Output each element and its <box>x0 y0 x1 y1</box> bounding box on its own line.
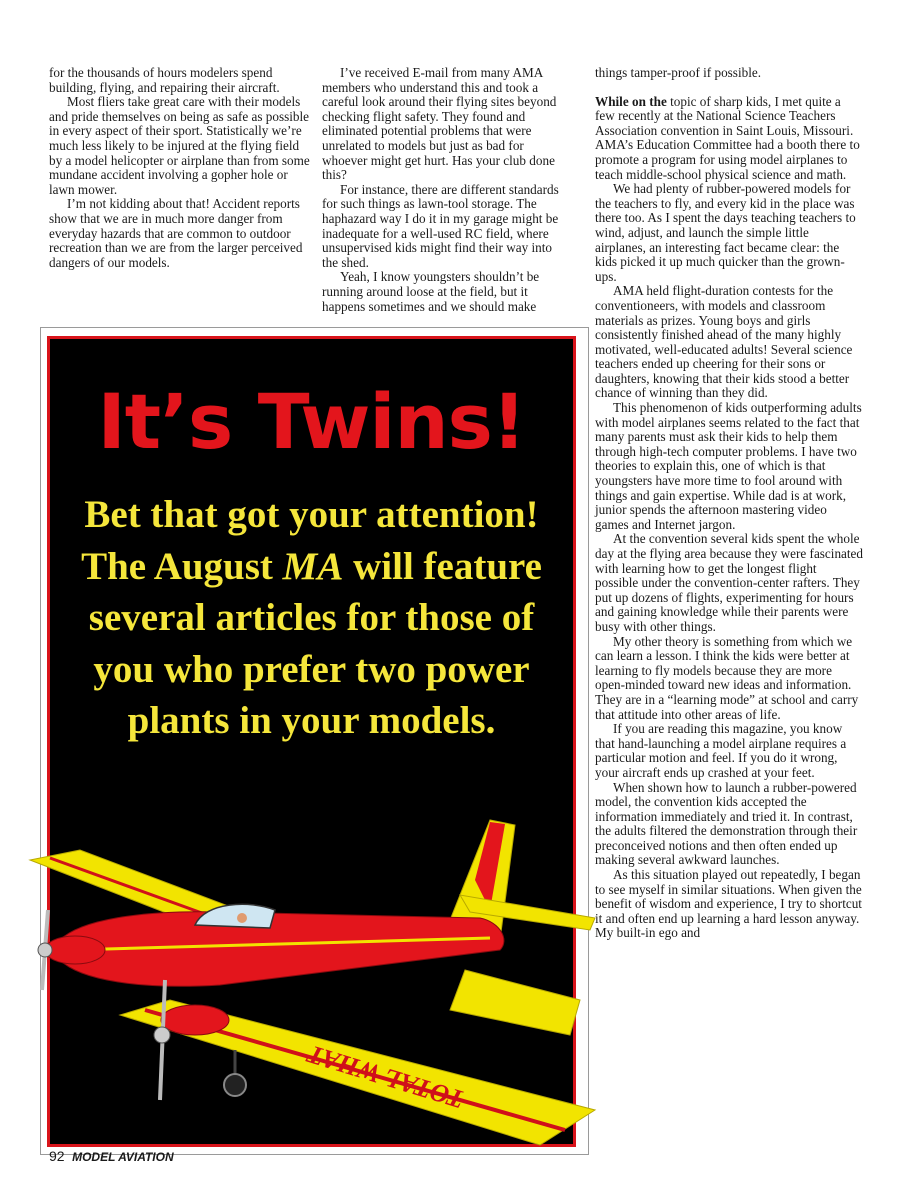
propeller-icon <box>154 980 170 1100</box>
page-footer <box>49 1148 174 1166</box>
article-column-1 <box>49 66 311 270</box>
paragraph-with-runin <box>595 95 863 183</box>
magazine-abbrev: MA <box>282 544 344 588</box>
magazine-name: MODEL AVIATION <box>72 1150 174 1164</box>
propeller-icon <box>38 910 52 990</box>
paragraph: AMA held flight-duration contests for the conventioneers, with models and classroom materials as prizes. Young boys and girls consistently finished ahead of the many highly motivated, well-educated adults! Several science teachers ended up cheering for their sons or daughters, knowing that their kids stood a better chance of winning than they did. <box>595 283 853 401</box>
paragraph: I’ve received E-mail from many AMA members who understand this and took a careful look around their flying sites beyond checking flight safety. They found and eliminated potential problems that were unrelated to models but just as bad for whoever might get hurt. Has your club done this? <box>322 65 557 183</box>
article-column-3 <box>595 66 863 941</box>
paragraph: For instance, there are different standards for such things as lawn-tool storage. The haphazard way I do it in my garage might be inadequate for a well-used RC field, where unsupervised kids might find their way into the shed. <box>322 181 559 270</box>
paragraph: As this situation played out repeatedly, I began to see myself in similar situations. When given the benefit of wisdom and experience, I try to shortcut it and often end up learning a hard lesson anyway. My built-in ego and <box>595 867 862 941</box>
paragraph: When shown how to launch a rubber-powered model, the convention kids accepted the information immediately and tried it. In contrast, the adults filtered the demonstration through their preconceived notions and then often ended up making several awkward launches. <box>595 779 858 868</box>
paragraph: things tamper-proof if possible. <box>595 65 762 80</box>
promo-title: It’s Twins! <box>97 377 526 466</box>
engine-nacelle <box>45 936 105 964</box>
engine-nacelle <box>161 1005 229 1035</box>
run-in-heading: While on the <box>595 93 667 109</box>
page-number: 92 <box>49 1148 65 1164</box>
paragraph: for the thousands of hours modelers spend building, flying, and repairing their aircraft. <box>49 65 280 95</box>
paragraph: Most fliers take great care with their models and pride themselves on being as safe as possible in every aspect of their sport. Statistically we’re much less likely to be injured at the flying field by a model helicopter or airplane than from some mundane accident involving a gopher hole or lawn mower. <box>49 94 310 197</box>
promo-body: Bet that got your attention! The August MA will feature several articles for those of you who prefer two power plants in your models. <box>81 493 542 742</box>
twin-engine-airplane-illustration <box>20 800 600 1160</box>
paragraph-text: topic of sharp kids, I met quite a few recently at the National Science Teachers Association convention in Saint Louis, Missouri. AMA’s Education Committee had a booth there to promote a program for using model airplanes to teach middle-school physical science and math. <box>595 93 860 182</box>
paragraph: If you are reading this magazine, you know that hand-launching a model airplane requires a particular motion and feel. If you do it wrong, your aircraft ends up crashed at your feet. <box>595 721 847 780</box>
paragraph: My other theory is something from which we can learn a lesson. I think the kids were better at learning to fly models because they are more open-minded toward new ideas and information. They are in a “learning mode” at school and carry that attitude into other areas of life. <box>595 633 859 722</box>
wing-lettering: TOTAL WHAT <box>304 1039 468 1115</box>
wheel <box>224 1074 246 1096</box>
paragraph: At the convention several kids spent the whole day at the flying area because they were fascinated with learning how to get the longest flight possible under the convention-center rafters. They put up dozens of flights, experimenting for hours and gaining knowledge while their parents were busy with other things. <box>595 531 864 634</box>
paragraph: We had plenty of rubber-powered models for the teachers to fly, and every kid in the place was there too. As I spent the days teaching teachers to wind, adjust, and launch the simple little airplanes, an interesting fact became clear: the kids picked it up much quicker than the grown-ups. <box>595 181 856 284</box>
paragraph: I’m not kidding about that! Accident reports show that we are in much more danger from everyday hazards that are common to outdoor recreation than we are from the larger perceived dangers of our models. <box>49 196 303 270</box>
paragraph: This phenomenon of kids outperforming adults with model airplanes seems related to the fact that many parents must ask their kids to help them through high-tech computer problems. I have two theories to explain this, one of which is that youngsters have more time to fool around with things and gain expertise. While dad is at work, junior spends the afternoon mastering video games and Internet jargon. <box>595 400 862 532</box>
paragraph: Yeah, I know youngsters shouldn’t be running around loose at the field, but it happens sometimes and we should make <box>322 269 540 314</box>
article-column-2 <box>322 66 570 314</box>
